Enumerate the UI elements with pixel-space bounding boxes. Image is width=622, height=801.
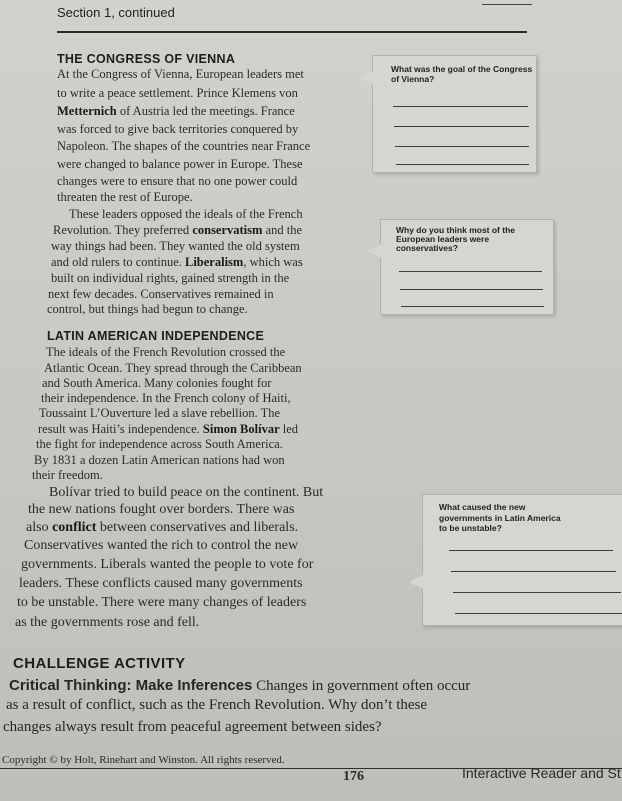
body-line: Revolution. They preferred conservatism and the bbox=[53, 223, 303, 237]
body-line: leaders. These conflicts caused many governments bbox=[19, 576, 303, 591]
body-line: way things had been. They wanted the old system bbox=[51, 239, 300, 253]
term-conflict: conflict bbox=[52, 520, 97, 535]
challenge-line: as a result of conflict, such as the French Revolution. Why don’t these bbox=[6, 697, 428, 713]
body-line: Bolívar tried to build peace on the continent. But bbox=[49, 485, 324, 500]
question-text: What caused the new bbox=[439, 502, 526, 512]
challenge-line: Critical Thinking: Make Inferences Changes in government often occur bbox=[9, 677, 471, 694]
callout-pointer bbox=[409, 575, 423, 589]
body-line: were changed to balance power in Europe. These bbox=[57, 157, 303, 171]
body-line: to be unstable. There were many changes of leaders bbox=[17, 595, 307, 610]
body-line: governments. Liberals wanted the people to vote for bbox=[21, 557, 314, 572]
question-box-conservatives bbox=[380, 219, 554, 315]
latin-heading: LATIN AMERICAN INDEPENDENCE bbox=[47, 329, 265, 343]
body-line: Atlantic Ocean. They spread through the Caribbean bbox=[44, 361, 302, 375]
question-text: of Vienna? bbox=[391, 74, 435, 84]
answer-line[interactable] bbox=[396, 164, 529, 165]
question-text: Why do you think most of the bbox=[396, 225, 515, 235]
body-line: Toussaint L’Ouverture led a slave rebellion. The bbox=[39, 406, 281, 420]
top-divider-short bbox=[482, 4, 532, 5]
answer-line[interactable] bbox=[395, 146, 529, 147]
challenge-label: Critical Thinking: Make Inferences bbox=[9, 677, 253, 694]
section-label: Section 1, continued bbox=[57, 5, 175, 20]
term-conservatism: conservatism bbox=[192, 223, 263, 237]
body-line: and South America. Many colonies fought for bbox=[42, 376, 272, 390]
body-line: the fight for independence across South America. bbox=[36, 437, 283, 451]
callout-pointer bbox=[367, 244, 381, 258]
callout-pointer bbox=[359, 71, 373, 85]
question-text: governments in Latin America bbox=[439, 513, 561, 523]
body-line: changes were to ensure that no one power could bbox=[57, 174, 298, 188]
question-box-congress-goal bbox=[372, 55, 537, 173]
answer-line[interactable] bbox=[400, 289, 543, 290]
term-simon-bolivar: Simon Bolívar bbox=[202, 422, 280, 436]
answer-line[interactable] bbox=[401, 306, 544, 307]
book-title: Interactive Reader and St bbox=[462, 765, 621, 781]
body-line: The ideals of the French Revolution crossed the bbox=[46, 345, 286, 359]
body-line: their independence. In the French colony of Haiti, bbox=[41, 391, 291, 405]
term-liberalism: Liberalism bbox=[185, 255, 244, 269]
congress-heading: THE CONGRESS OF VIENNA bbox=[57, 52, 236, 66]
body-line: threaten the rest of Europe. bbox=[57, 190, 193, 204]
body-line: was forced to give back territories conquered by bbox=[57, 122, 299, 136]
question-text: What was the goal of the Congress bbox=[391, 64, 533, 74]
answer-line[interactable] bbox=[399, 271, 542, 272]
answer-line[interactable] bbox=[451, 571, 616, 572]
question-text: European leaders were bbox=[396, 234, 490, 244]
question-text: conservatives? bbox=[396, 243, 458, 253]
body-line: At the Congress of Vienna, European leaders met bbox=[57, 67, 304, 81]
body-line: Conservatives wanted the rich to control the new bbox=[24, 538, 299, 553]
copyright-notice: Copyright © by Holt, Rinehart and Winston. All rights reserved. bbox=[2, 754, 285, 766]
challenge-heading: CHALLENGE ACTIVITY bbox=[13, 655, 186, 672]
body-line: built on individual rights, gained strength in the bbox=[51, 271, 290, 285]
question-box-unstable-governments bbox=[422, 494, 622, 626]
term-metternich: Metternich bbox=[57, 104, 117, 118]
body-line: as the governments rose and fell. bbox=[15, 615, 200, 630]
page-number: 176 bbox=[343, 769, 364, 784]
answer-line[interactable] bbox=[393, 106, 528, 107]
body-line: control, but things had begun to change. bbox=[47, 302, 248, 316]
body-line: also conflict between conservatives and liberals. bbox=[26, 520, 299, 535]
answer-line[interactable] bbox=[455, 613, 622, 614]
body-line: By 1831 a dozen Latin American nations had won bbox=[34, 453, 285, 467]
body-line: their freedom. bbox=[32, 468, 103, 482]
answer-line[interactable] bbox=[394, 126, 529, 127]
body-line: and old rulers to continue. Liberalism, which was bbox=[51, 255, 303, 269]
question-text: to be unstable? bbox=[439, 523, 502, 533]
body-line: next few decades. Conservatives remained in bbox=[48, 287, 274, 301]
body-line: Napoleon. The shapes of the countries near France bbox=[57, 139, 311, 153]
answer-line[interactable] bbox=[453, 592, 621, 593]
body-line: to write a peace settlement. Prince Klemens von bbox=[57, 86, 298, 100]
body-line: result was Haiti’s independence. Simon Bolívar led bbox=[38, 422, 299, 436]
challenge-line: changes always result from peaceful agreement between sides? bbox=[3, 719, 382, 735]
body-line: These leaders opposed the ideals of the French bbox=[69, 207, 303, 221]
body-line: the new nations fought over borders. There was bbox=[28, 502, 295, 517]
body-line: Metternich of Austria led the meetings. France bbox=[57, 104, 295, 118]
answer-line[interactable] bbox=[449, 550, 613, 551]
header-divider bbox=[57, 31, 527, 33]
